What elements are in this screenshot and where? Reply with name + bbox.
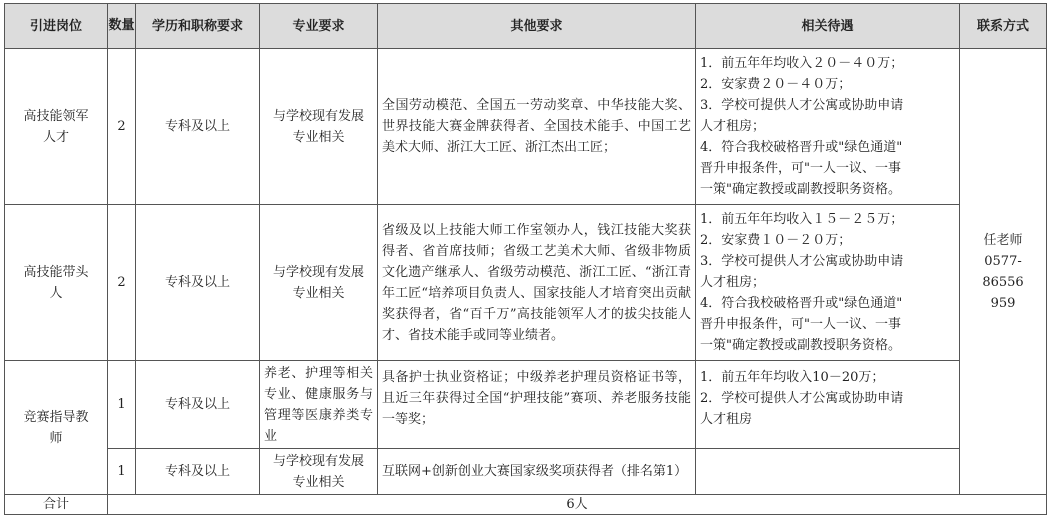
header-education: 学历和职称要求 bbox=[136, 4, 260, 49]
benefit-line: 1．前五年年均收入２０－４０万； bbox=[700, 56, 904, 71]
benefits-cell bbox=[696, 361, 960, 449]
header-count: 数量 bbox=[108, 4, 136, 49]
count-cell: 2 bbox=[108, 49, 136, 205]
count-cell: 1 bbox=[108, 449, 136, 495]
benefit-line: 晋升申报条件，可"一人一议、一事 bbox=[700, 161, 901, 176]
total-row bbox=[5, 495, 1047, 515]
benefit-line: 2．安家费２０－４０万； bbox=[700, 77, 852, 92]
table-row bbox=[5, 361, 1047, 449]
benefit-line: 人才租房； bbox=[700, 275, 766, 290]
other-cell: 具备护士执业资格证；中级养老护理员资格证书等，且近三年获得过全国“护理技能”赛项、养老服务技能一等奖； bbox=[378, 361, 696, 449]
contact-name: 任老师 bbox=[983, 232, 1023, 248]
other-cell: 省级及以上技能大师工作室领办人，钱江技能大奖获得者、省首席技师；省级工艺美术大师、省级非物质文化遗产继承人、省级劳动模范、浙江工匠、“浙江青年工匠“培养项目负责人、国家技能人才培育突出贡献奖获得者，省“百千万”高技能领军人才的拔尖技能人才、省技术能手或同等业绩者。 bbox=[378, 205, 696, 361]
benefit-line: 3．学校可提供人才公寓或协助申请 bbox=[700, 254, 904, 269]
education-cell: 专科及以上 bbox=[136, 205, 260, 361]
header-other: 其他要求 bbox=[378, 4, 696, 49]
position-cell: 竞赛指导教师 bbox=[5, 361, 108, 495]
benefit-line: 2．学校可提供人才公寓或协助申请 bbox=[700, 391, 904, 406]
table-row bbox=[5, 49, 1047, 205]
benefit-line: 晋升申报条件，可"一人一议、一事 bbox=[700, 317, 901, 332]
total-label: 合计 bbox=[5, 495, 108, 515]
education-cell: 专科及以上 bbox=[136, 449, 260, 495]
total-value: 6人 bbox=[108, 495, 1047, 515]
major-cell: 与学校现有发展专业相关 bbox=[260, 449, 378, 495]
education-cell: 专科及以上 bbox=[136, 49, 260, 205]
header-major: 专业要求 bbox=[260, 4, 378, 49]
other-cell: 全国劳动模范、全国五一劳动奖章、中华技能大奖、世界技能大赛金牌获得者、全国技术能手、中国工艺美术大师、浙江大工匠、浙江杰出工匠； bbox=[378, 49, 696, 205]
contact-phone: 0577-86556 bbox=[982, 253, 1024, 290]
benefit-line: 4．符合我校破格晋升或"绿色通道" bbox=[700, 140, 903, 155]
benefits-cell-empty bbox=[696, 449, 960, 495]
benefit-line: 2．安家费１０－２０万； bbox=[700, 233, 852, 248]
benefit-line: 人才租房； bbox=[700, 119, 766, 134]
major-cell: 与学校现有发展专业相关 bbox=[260, 49, 378, 205]
position-cell: 高技能领军人才 bbox=[5, 49, 108, 205]
benefit-line: 4．符合我校破格晋升或"绿色通道" bbox=[700, 296, 903, 311]
contact-phone: 959 bbox=[990, 295, 1016, 311]
position-cell: 高技能带头人 bbox=[5, 205, 108, 361]
benefit-line: 3．学校可提供人才公寓或协助申请 bbox=[700, 98, 904, 113]
other-cell: 互联网+创新创业大赛国家级奖项获得者（排名第1） bbox=[378, 449, 696, 495]
table-row bbox=[5, 205, 1047, 361]
count-cell: 1 bbox=[108, 361, 136, 449]
benefits-cell bbox=[696, 49, 960, 205]
header-position: 引进岗位 bbox=[5, 4, 108, 49]
header-row bbox=[5, 4, 1047, 49]
benefit-line: 一策"确定教授或副教授职务资格。 bbox=[700, 338, 901, 353]
education-cell: 专科及以上 bbox=[136, 361, 260, 449]
benefit-line: 一策"确定教授或副教授职务资格。 bbox=[700, 182, 901, 197]
count-cell: 2 bbox=[108, 205, 136, 361]
benefits-cell bbox=[696, 205, 960, 361]
major-cell: 与学校现有发展专业相关 bbox=[260, 205, 378, 361]
major-cell: 养老、护理等相关专业、健康服务与管理等医康养类专业 bbox=[260, 361, 378, 449]
recruitment-table bbox=[4, 3, 1047, 515]
contact-cell bbox=[960, 49, 1047, 495]
benefit-line: 1．前五年年均收入10－20万； bbox=[700, 370, 885, 385]
benefit-line: 人才租房 bbox=[700, 412, 753, 427]
table-row bbox=[5, 449, 1047, 495]
header-contact: 联系方式 bbox=[960, 4, 1047, 49]
benefit-line: 1．前五年年均收入１５－２５万； bbox=[700, 212, 904, 227]
header-benefits: 相关待遇 bbox=[696, 4, 960, 49]
